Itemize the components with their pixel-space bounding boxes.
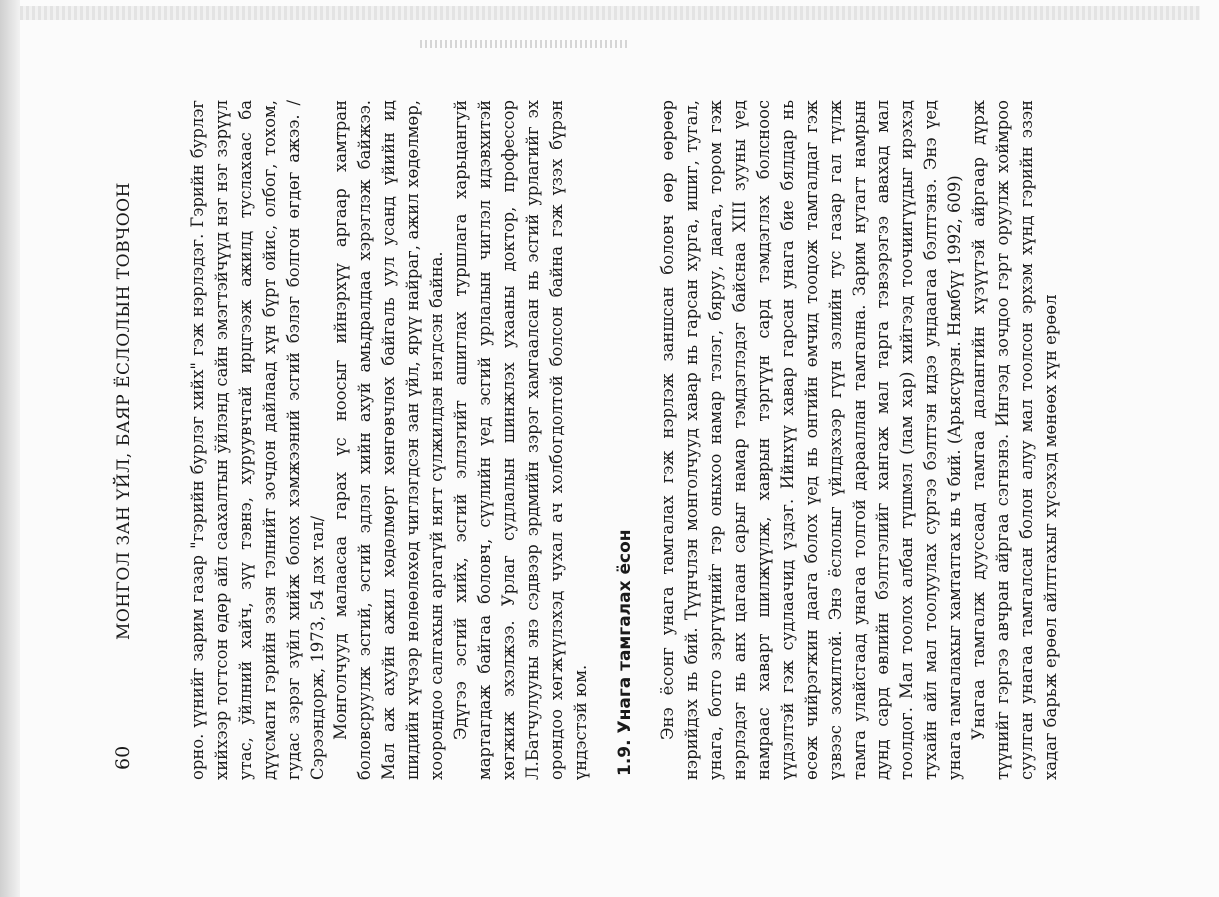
body-paragraph: Унагаа тамгалж дууссаад тамгаа далангийн хүзүүтэй айргаар дүрж түүнийг гэргээ авчран айргаа сэгнэнэ. Ингээд зочдоо гэрт оруулж хоймроо суулган унагаа тамгалсан болон алуу мал тоолсон эрхэм хүнд гэрийн эзэн хадаг барьж ерөөл айлтгахыг хүсэхэд мөнөөх хүн ерөөл [969, 100, 1060, 780]
body-paragraph: орно. үүнийг зарим газар "гэрийн бурлэг хийх" гэж нэрлэдэг. Гэрийн бурлэг хийхээр тогтсон өдөр айл саахалтын ўйлэнд сайн эмэгтэйчүүд нэг нэг зэрүүл утас, ўйлний хайч, зүү тэвнэ, хуруувчтай ирцгээж ажилд туслахаас ба дүүсмаги гэрийн эзэн тэлнийт зочдон дайлаад хүн бүрт ойис, олбог, тохом, гудас зэрэг зүйл хийж болох хэмжээний эсгий бэлэг болгон өгдөг ажээ. /Сэрээндорж, 1973, 54 дэх тал/ [188, 100, 327, 780]
scan-artifact [420, 40, 630, 48]
scan-edge-top [20, 6, 1200, 20]
page-number: 60 [112, 745, 134, 770]
page-body [186, 100, 1063, 780]
body-paragraph: Эдүгээ эсгий хийх, эсгий эллэгийт ашиглах туршлага харьцангуй мартагдаж байгаа боловч, сүүлийн үед эсгий урлалын чиглэл идэвхитэй хөгжиж эхэлжээ. Урлаг судлалын шинжлэх ухааны доктор, профессор Л.Батчулууны энэ сэдвээр эрдмийн зэрэг хамгаалсан нь эсгий урлагийг эх орондоо хөгжүүлэхэд чухал ач холбогдолтой болсон байна гэж үзэх бүрэн үндэстэй юм. [450, 100, 590, 780]
page-header [100, 100, 150, 780]
section-heading: 1.9. Унага тамгалах ёсон [615, 529, 636, 776]
book-page [100, 100, 1100, 780]
scan-edge-left [0, 0, 20, 897]
body-paragraph: Монголчууд малаасаа гарах үс ноосыг ийнэрхүү аргаар хамтран боловсруулж эсгий, эсгий эдлэл хийн ахуй амьдралдаа хэрэглэж байжээ. Мал аж ахуйн ажил хөдөлмөрт хөнгөвчлөх байгаль уул усанд үйийн ид шидийн хүчээр нөлөөлөхөд чиглэгдсэн зан үйл, ярүү найраг, ажил хөдөлмөр, хоорондоо салгахын аргагүй нягт сүлжилдэн нэгдсэн байна. [331, 100, 447, 780]
running-title: МОНГОЛ ЗАН ҮЙЛ, БАЯР ЁСЛОЛЫН ТОВЧООН [114, 182, 134, 640]
body-paragraph: Энэ ёсонг унага тамгалах гэж нэрлэж заншсан боловч өөр өөрөөр нэрийдэх нь бий. Түүнчлэн монголчууд хавар нь гарсан хурга, ишиг, тугал, унага, ботго зэргүүнийг тэр оныхоо намар тэлэг, бяруу, даага, тором гэж нэрлэдэг нь анх цагаан сарыг намар тэмдэглэдэг байснаа XIII зууны үед намраас хаварт шилжүүлж, хаврын тэргүүн сард тэмдэглэх болсноос үүдэлтэй гэж судлаачид үздэг. Ийнхүү хавар гарсан унага бие бялдар нь өсөж чийрэгжин даага болох үед нь онгийн өмчид тооцож тамгалдаг гэж үзвээс зохилтой. Энэ ёслолыг үйлдэхээр гүүн зэлийн тус газар гал түлж тамга улайсгаад унагаа толгой дарааллан тамгална. Зарим нутагт намрын дунд сард өвлийн бэлтгэлийг хангаж мал тарга тэвээрэгээ авахад мал тоолдог. Мал тоолох албан түшмэл (лам хар) хийгээд тоочиигүүдыг ирэхэд тухайн айл мал тоолуулах сургээ бэлтгэн идээ ундаагаа бэлтгэнэ. Энэ үед унага тамгалахыг хамтатгах нь ч бий. (Арьясүрэн. Нямбүү 1992, 609) [658, 100, 965, 780]
